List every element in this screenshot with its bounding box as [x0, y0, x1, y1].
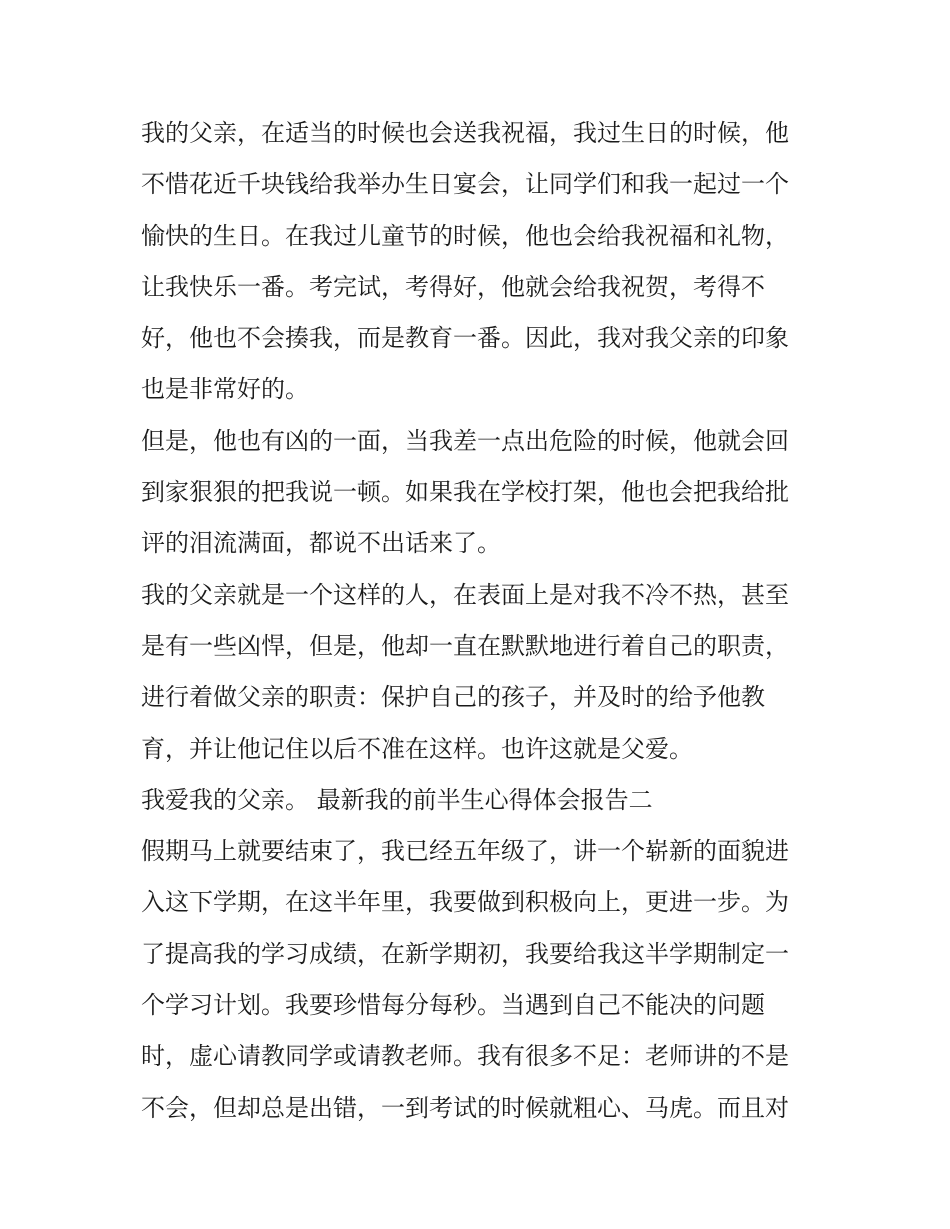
- text-line: 评的泪流满面，都说不出话来了。: [141, 529, 501, 558]
- text-line: 让我快乐一番。考完试，考得好，他就会给我祝贺，考得不: [141, 272, 765, 301]
- text-line: 但是，他也有凶的一面，当我差一点出危险的时候，他就会回: [141, 426, 789, 455]
- text-line: 进行着做父亲的职责：保护自己的孩子，并及时的给予他教: [141, 683, 765, 712]
- body-text: [141, 108, 821, 1134]
- text-line: 不惜花近千块钱给我举办生日宴会，让同学们和我一起过一个: [141, 170, 789, 199]
- text-line: 是有一些凶悍，但是，他却一直在默默地进行着自己的职责，: [141, 631, 789, 660]
- text-line: 我的父亲就是一个这样的人，在表面上是对我不冷不热，甚至: [141, 580, 789, 609]
- text-line: 不会，但却总是出错，一到考试的时候就粗心、马虎。而且对: [141, 1093, 789, 1122]
- text-line: 我的父亲，在适当的时候也会送我祝福，我过生日的时候，他: [141, 119, 789, 147]
- text-line: 时，虚心请教同学或请教老师。我有很多不足：老师讲的不是: [141, 1042, 789, 1071]
- text-line: 愉快的生日。在我过儿童节的时候，他也会给我祝福和礼物，: [141, 221, 789, 250]
- text-line: 育，并让他记住以后不准在这样。也许这就是父爱。: [141, 734, 693, 763]
- text-line: 也是非常好的。: [141, 375, 309, 404]
- text-line: 假期马上就要结束了，我已经五年级了，讲一个崭新的面貌进: [141, 837, 789, 866]
- text-line: 我爱我的父亲。 最新我的前半生心得体会报告二: [141, 785, 653, 814]
- text-line: 入这下学期，在这半年里，我要做到积极向上，更进一步。为: [141, 888, 789, 917]
- text-line: 好，他也不会揍我，而是教育一番。因此，我对我父亲的印象: [141, 324, 789, 353]
- text-line: 个学习计划。我要珍惜每分每秒。当遇到自己不能决的问题: [141, 991, 765, 1020]
- text-line: 了提高我的学习成绩，在新学期初，我要给我这半学期制定一: [141, 939, 789, 968]
- text-line: 到家狠狠的把我说一顿。如果我在学校打架，他也会把我给批: [141, 478, 789, 507]
